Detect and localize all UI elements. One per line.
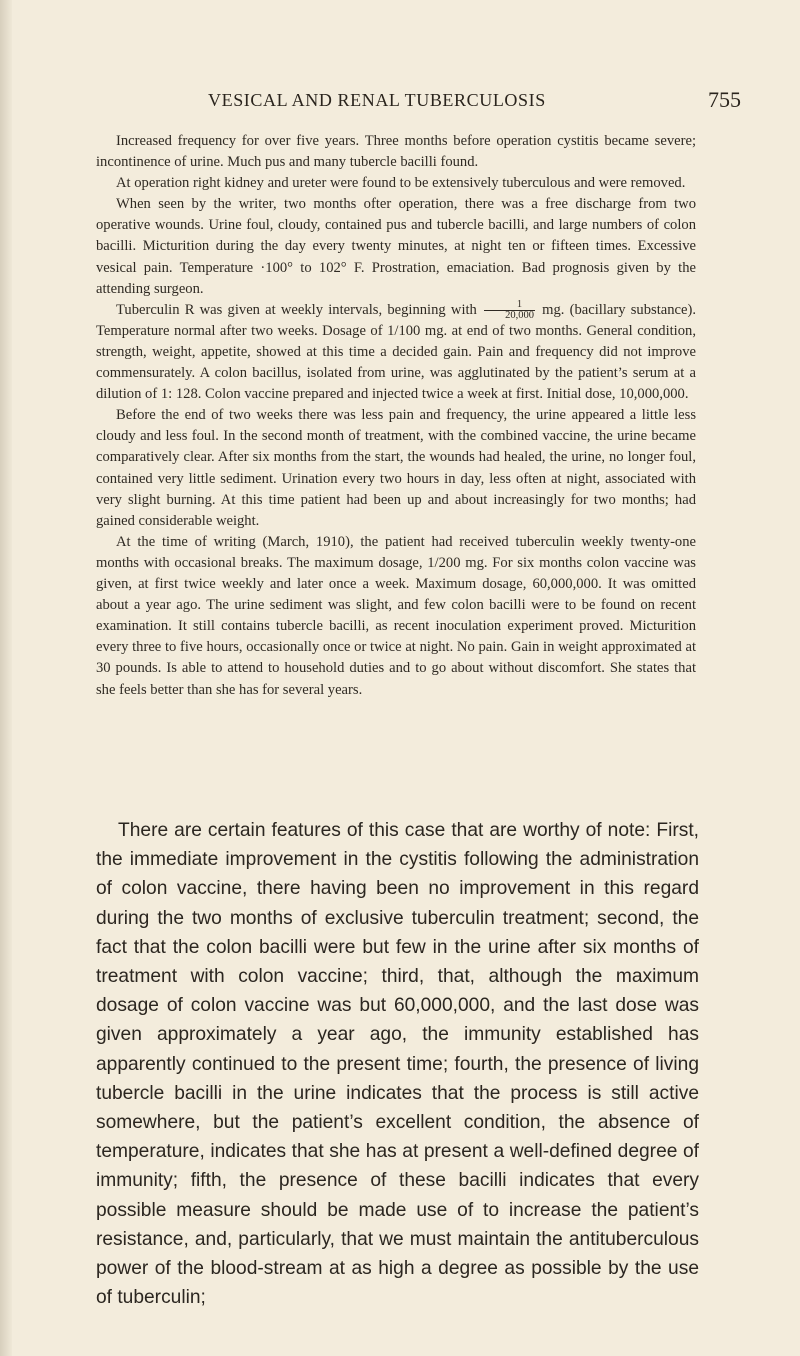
fraction-numerator: 1 (484, 300, 535, 311)
page-edge-shadow (0, 0, 12, 1356)
page-header (0, 87, 800, 120)
maximum-dose-fraction: 1/200 (427, 554, 461, 571)
tuberculin-text-c: mg. at end of two months. General condition, strength, weight, appetite, showed at this time a decided gain. Pain and frequency did not improve commensurately. A colon bacillus, isolated from urine, was agglutinated by the patient’s serum at a dilution of 1: 128. Colon vaccine prepared and injected twice a week at first. Initial dose, 10,000,000. (96, 322, 696, 403)
case-paragraph-tuberculin (96, 300, 696, 406)
running-head: VESICAL AND RENAL TUBERCULOSIS (208, 90, 546, 110)
discussion-paragraph: There are certain features of this case that are worthy of note: First, the immediate improvement in the cystitis following the administration of colon vaccine, there having been no improvement in this regard during the two months of exclusive tuberculin treatment; second, the fact that the colon bacilli were but few in the urine after six months of treatment with colon vaccine; third, that, although the maximum dosage of colon vaccine was but 60,000,000, and the last dose was given approximately a year ago, the immunity established has apparently continued to the present time; fourth, the presence of living tubercle bacilli in the urine indicates that the process is still active somewhere, but the patient’s excellent condition, the absence of temperature, indicates that she has at present a well-defined degree of immunity; fifth, the presence of these bacilli indicates that every possible measure should be made use of to increase the patient’s resistance, and, particularly, that we must maintain the antituberculous power of the blood-stream at as high a degree as possible by the use of tuberculin; (96, 820, 699, 1309)
tuberculin-text-a: Tuberculin R was given at weekly intervals, beginning with (116, 301, 477, 318)
tuberculin-text-b: mg. (bacillary substance). Temperature normal after two weeks. Dosage of (96, 301, 696, 339)
case-paragraph-current-status (96, 532, 696, 701)
initial-dose-fraction (484, 300, 535, 321)
page-number: 755 (708, 87, 741, 112)
second-dose-fraction: 1/100 (387, 322, 421, 339)
case-paragraph-examination: When seen by the writer, two months ofter operation, there was a free discharge from two operative wounds. Urine foul, cloudy, contained pus and tubercle bacilli, and large numbers of colon bacilli. Micturition during the day every twenty minutes, at night ten or fifteen times. Excessive vesical pain. Temperature ·100° to 102° F. Prostration, emaciation. Bad prognosis given by the attending surgeon. (96, 196, 696, 297)
status-text-b: mg. For six months colon vaccine was given, at first twice weekly and later once a week. Maximum dosage, 60,000,000. It was omitted about a year ago. The urine sediment was slight, and few colon bacilli were to be found on recent examination. It still contains tubercle bacilli, as recent inoculation experiment proved. Micturition every three to five hours, occasionally once or twice at night. No pain. Gain in weight approximated at 30 pounds. Is able to attend to household duties and to go about without discomfort. She states that she feels better than she has for several years. (96, 554, 696, 698)
case-paragraph-operation: At operation right kidney and ureter were found to be extensively tuberculous and were removed. (116, 175, 686, 192)
case-paragraph-history: Increased frequency for over five years. Three months before operation cystitis became severe; incontinence of urine. Much pus and many tubercle bacilli found. (96, 133, 696, 171)
case-paragraph-progress: Before the end of two weeks there was less pain and frequency, the urine appeared a little less cloudy and less foul. In the second month of treatment, with the combined vaccine, the urine became comparatively clear. After six months from the start, the wounds had healed, the urine, no longer foul, contained very little sediment. Urination every two hours in day, less often at night, associated with very slight burning. At this time patient had been up and about increasingly for two months; had gained considerable weight. (96, 407, 696, 529)
case-report (96, 131, 696, 701)
status-text-a: At the time of writing (March, 1910), the patient had received tuberculin weekly twenty-one months with occasional breaks. The maximum dosage, (96, 533, 696, 571)
discussion-section (96, 816, 699, 1312)
fraction-denominator: 20,000 (505, 309, 534, 321)
